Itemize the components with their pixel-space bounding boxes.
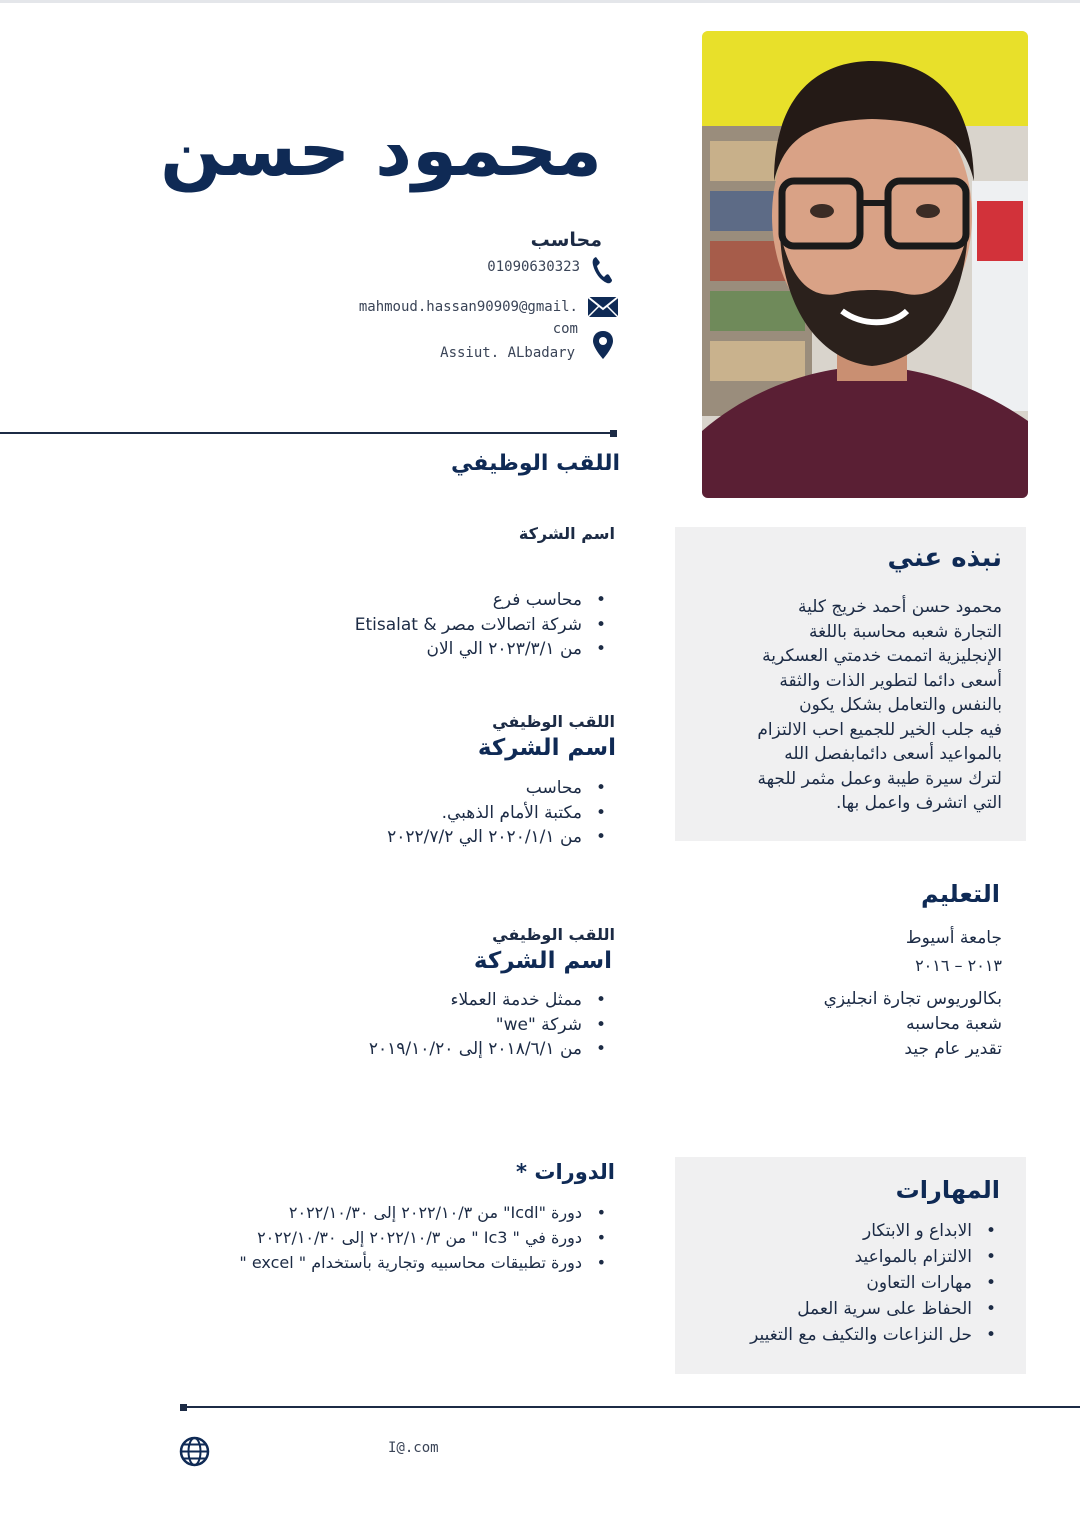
list-item: • شركة "we": [369, 1013, 610, 1038]
email-line-2: com: [552, 321, 578, 337]
education-years: ٢٠١٣ – ٢٠١٦: [915, 956, 1002, 975]
job-2-company: اسم الشركة: [477, 735, 616, 761]
about-line: فيه جلب الخير للجميع احب الالتزام: [757, 719, 1002, 740]
about-line: بالمواعيد أسعى دائمابفصل الله: [784, 744, 1002, 764]
about-line: لترك سيرة طيبة وعمل مثمر للجهة: [757, 768, 1002, 789]
skills-title: المهارات: [895, 1176, 1000, 1204]
courses-list: [239, 1200, 610, 1275]
job-3-details: [369, 988, 610, 1062]
education-university: جامعة أسيوط: [905, 928, 1002, 948]
phone-number[interactable]: 01090630323: [487, 259, 580, 275]
about-title: نبذه عني: [887, 543, 1002, 573]
job-3-company: اسم الشركة: [473, 948, 612, 974]
address: Assiut. ALbadary: [440, 345, 575, 361]
list-item: • الابداع و الابتكار: [750, 1218, 1000, 1244]
profile-photo: [702, 31, 1028, 498]
education-line: بكالوريوس تجارة انجليزي: [823, 989, 1002, 1009]
education-line: شعبة محاسبه: [906, 1014, 1002, 1034]
list-item: • الحفاظ على سرية العمل: [750, 1296, 1000, 1322]
location-pin-icon: [592, 330, 614, 360]
list-item: • محاسب فرع: [355, 588, 610, 613]
job-2-details: [387, 776, 610, 850]
experience-section-title: اللقب الوظيفي: [451, 451, 620, 476]
list-item: • دورة تطبيقات محاسبيه وتجارية بأستخدام " excel ": [239, 1250, 610, 1275]
courses-title: الدورات *: [516, 1160, 615, 1184]
list-item: • من ٢٠٢٠/١/١ الي ٢٠٢٢/٧/٢: [387, 825, 610, 850]
about-text: [757, 595, 1002, 816]
about-line: الإنجليزية اتممت خدمتي العسكرية: [762, 646, 1002, 666]
footer-divider: [182, 1406, 1080, 1408]
list-item: • حل النزاعات والتكيف مع التغيير: [750, 1322, 1000, 1348]
email-address[interactable]: [359, 296, 578, 340]
top-border: [0, 0, 1080, 3]
education-details: [824, 987, 1002, 1062]
list-item: • مكتبة الأمام الذهبي.: [387, 801, 610, 826]
job-1-details: [355, 588, 610, 662]
about-line: التجارة شعبه محاسبة باللغة: [809, 621, 1002, 642]
education-title: التعليم: [921, 880, 1000, 908]
about-line: محمود حسن أحمد خريج كلية: [797, 597, 1002, 617]
about-line: التي اتشرف واعمل بها.: [836, 793, 1002, 813]
header-divider-dot: [610, 430, 617, 437]
list-item: • الالتزام بالمواعيد: [750, 1244, 1000, 1270]
list-item: • من ٢٠١٨/٦/١ إلى ٢٠١٩/١٠/٢٠: [369, 1037, 610, 1062]
email-line-1: mahmoud.hassan90909@gmail.: [358, 299, 578, 315]
envelope-icon: [587, 296, 619, 318]
education-line: تقدير عام جيد: [904, 1039, 1002, 1059]
about-line: بالنفس والتعامل بشكل يكون: [799, 695, 1002, 715]
list-item: • من ٢٠٢٣/٣/١ الي الان: [355, 637, 610, 662]
job-3-title: اللقب الوظيفي: [492, 925, 615, 944]
header-divider: [0, 432, 614, 434]
list-item: • دورة في " Ic3 " من ٢٠٢٢/١٠/٣ إلى ٢٠٢٢/١٠/٣٠: [239, 1225, 610, 1250]
list-item: • دورة "Icdl" من ٢٠٢٢/١٠/٣ إلى ٢٠٢٢/١٠/٣٠: [239, 1200, 610, 1225]
job-2-title: اللقب الوظيفي: [492, 712, 615, 731]
list-item: • مهارات التعاون: [750, 1270, 1000, 1296]
phone-icon: [590, 255, 614, 285]
list-item: • محاسب: [387, 776, 610, 801]
about-line: أسعى دائما لتطوير الذات والثقة: [779, 670, 1002, 691]
list-item: • ممثل خدمة العملاء: [369, 988, 610, 1013]
website-link[interactable]: I@.com: [388, 1440, 439, 1456]
job-title: محاسب: [530, 229, 602, 251]
person-name: محمود حسن: [160, 108, 602, 192]
globe-icon: [179, 1436, 210, 1467]
list-item: • شركة اتصالات مصر & Etisalat: [355, 613, 610, 638]
skills-list: [750, 1218, 1000, 1348]
footer-divider-dot: [180, 1404, 187, 1411]
job-1-company: اسم الشركة: [518, 524, 615, 543]
